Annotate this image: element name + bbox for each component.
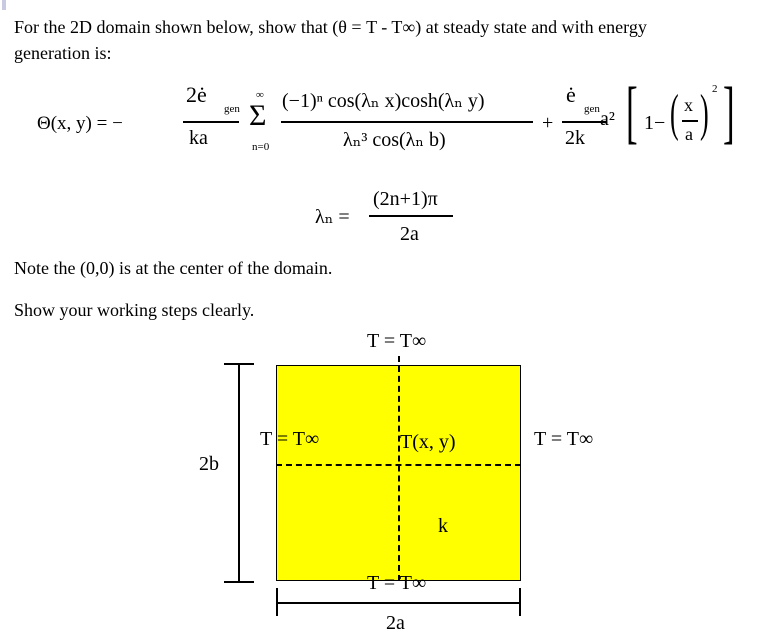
problem-intro-line2: generation is: <box>14 43 112 63</box>
bracket-right: ] <box>723 74 735 151</box>
width-dimension-right-tick <box>519 588 521 616</box>
height-dimension-bottom-tick <box>224 581 254 583</box>
equation-plus-sign: + <box>542 112 554 134</box>
bracket-x: x <box>684 95 693 115</box>
problem-intro-line1: For the 2D domain shown below, show that (θ = T - T∞) at steady state and with energy <box>14 17 647 37</box>
equation-coef-denominator: ka <box>189 127 208 149</box>
bracket-one: 1− <box>644 112 666 134</box>
equation-gen-subscript: gen <box>224 103 240 115</box>
bracket-a: a <box>685 124 693 144</box>
instruction-text: Show your working steps clearly. <box>14 300 255 320</box>
width-label: 2a <box>386 612 405 634</box>
height-dimension-line <box>238 364 240 582</box>
series-denominator: λₙ³ cos(λₙ b) <box>343 129 446 151</box>
series-fraction-line <box>281 121 533 123</box>
bracket-left: [ <box>626 74 638 151</box>
equation-coef-fraction-line <box>183 121 239 123</box>
equation-coef2-denominator: 2k <box>565 127 585 149</box>
width-dimension-line <box>277 602 521 604</box>
conductivity-label: k <box>438 515 448 537</box>
bottom-boundary-condition: T = T∞ <box>367 572 427 594</box>
left-boundary-condition: T = T∞ <box>260 428 320 450</box>
paren-left: ( <box>670 85 679 142</box>
equation-a-squared: a² <box>600 108 615 130</box>
bracket-exponent: 2 <box>712 83 718 95</box>
vertical-centerline <box>398 356 400 581</box>
lambda-fraction-line <box>369 215 453 217</box>
lambda-lhs: λₙ = <box>315 206 350 228</box>
equation-coef2-numerator: ė <box>566 82 576 107</box>
sum-lower-limit: n=0 <box>252 141 270 153</box>
height-dimension-top-tick <box>224 363 254 365</box>
equation-lhs: Θ(x, y) = − <box>37 113 123 134</box>
top-boundary-condition: T = T∞ <box>367 330 427 352</box>
right-boundary-condition: T = T∞ <box>534 428 594 450</box>
equation-coef-numerator: 2ė <box>186 82 207 107</box>
paren-right: ) <box>700 85 709 142</box>
width-dimension-left-tick <box>276 588 278 616</box>
horizontal-centerline <box>276 464 521 466</box>
height-label: 2b <box>199 453 219 475</box>
bracket-fraction-line <box>682 120 698 122</box>
equation-coef2-gen-subscript: gen <box>584 103 600 115</box>
lambda-numerator: (2n+1)π <box>373 188 438 210</box>
center-temperature-label: T(x, y) <box>400 431 456 453</box>
note-origin: Note the (0,0) is at the center of the domain. <box>14 258 333 278</box>
accent-bar <box>2 0 6 10</box>
series-numerator: (−1)ⁿ cos(λₙ x)cosh(λₙ y) <box>282 90 485 112</box>
sum-symbol: Σ <box>249 99 267 132</box>
sum-upper-limit: ∞ <box>256 89 264 101</box>
lambda-denominator: 2a <box>400 223 419 245</box>
